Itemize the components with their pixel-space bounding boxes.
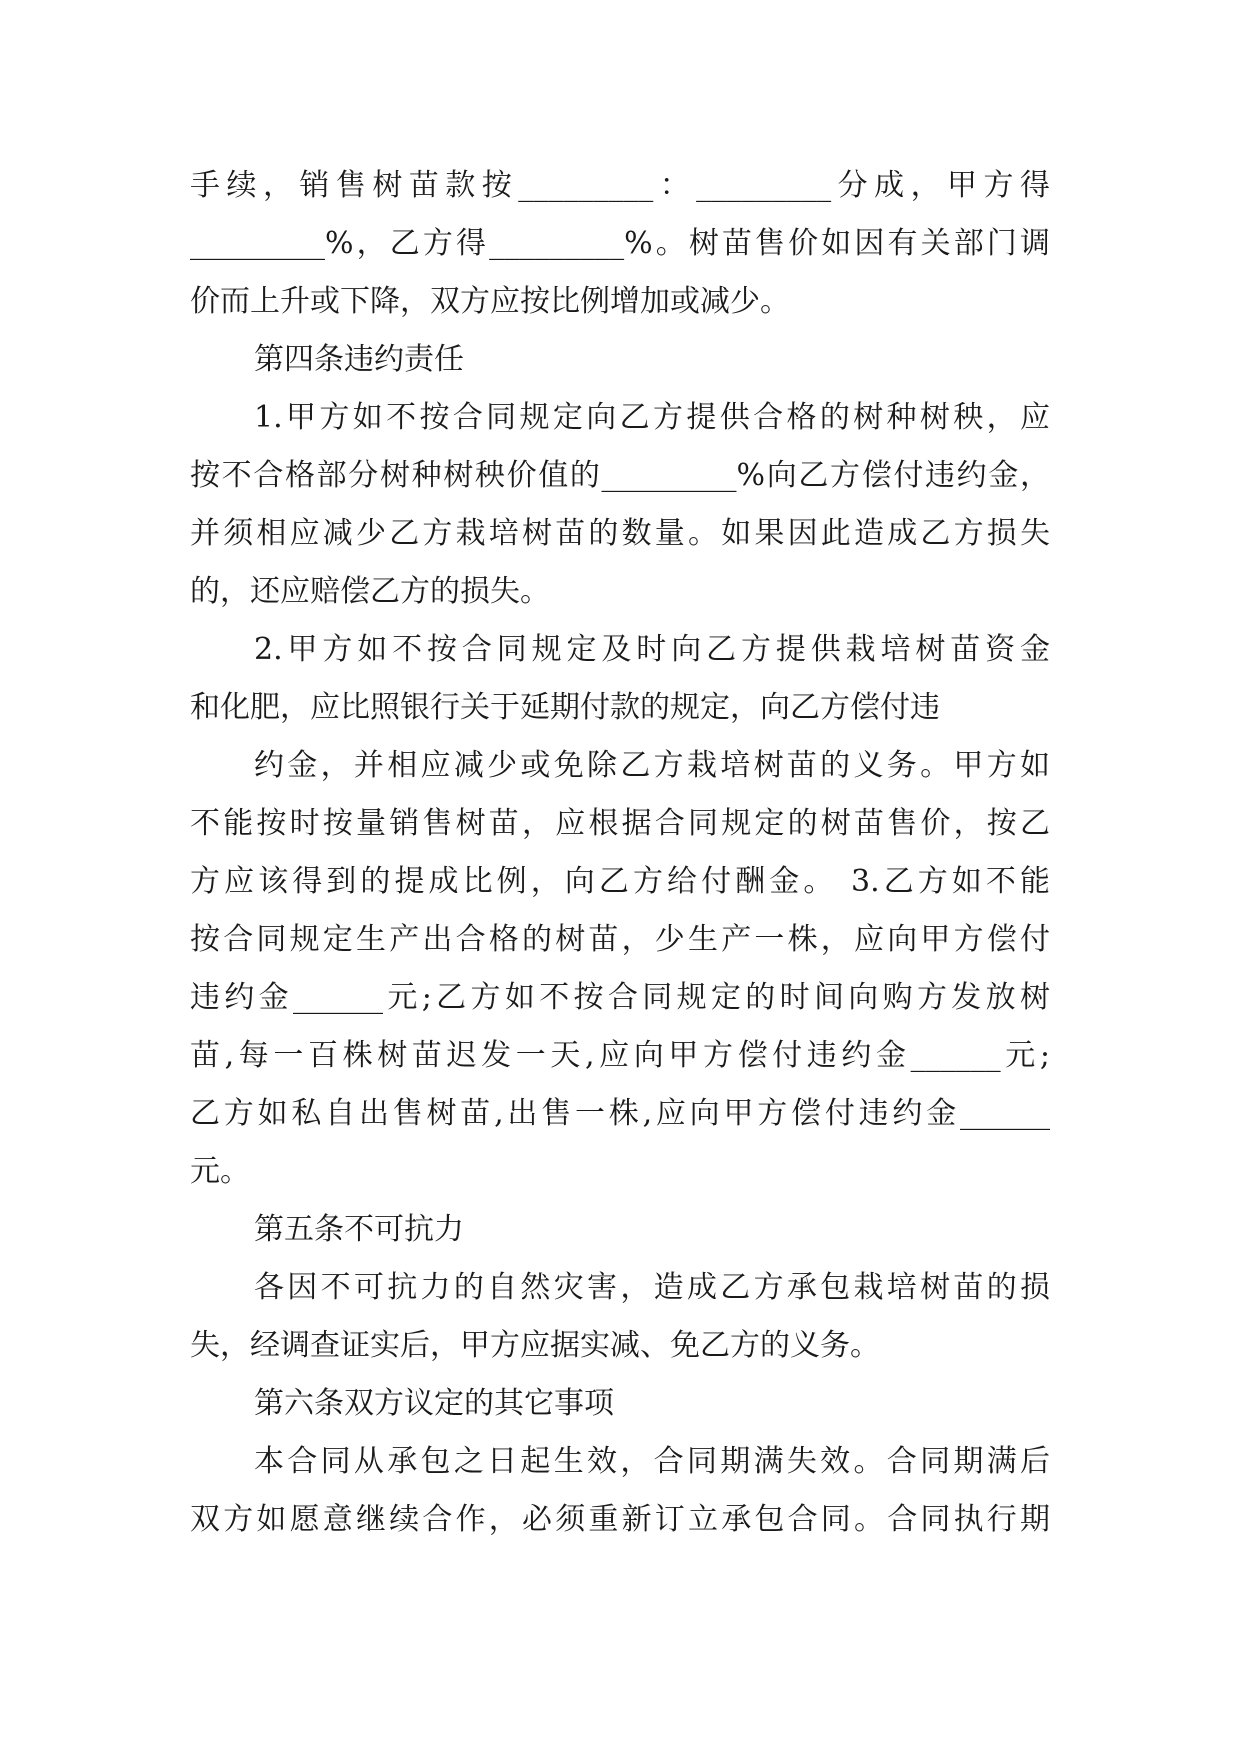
text-line: _________%，乙方得_________%。树苗售价如因有关部门调: [190, 226, 1050, 261]
text-line: 各因不可抗力的自然灾害，造成乙方承包栽培树苗的损: [254, 1270, 1050, 1305]
text-line: 价而上升或下降，双方应按比例增加或减少。: [190, 284, 790, 319]
text-line: 元。: [190, 1154, 250, 1189]
text-line: 和化肥，应比照银行关于延期付款的规定，向乙方偿付违: [190, 690, 940, 725]
text-line: 方应该得到的提成比例，向乙方给付酬金。 3.乙方如不能: [190, 864, 1050, 899]
section-heading: 第六条双方议定的其它事项: [254, 1386, 614, 1421]
section-heading: 第五条不可抗力: [254, 1212, 464, 1247]
text-line: 1.甲方如不按合同规定向乙方提供合格的树种树秧，应: [254, 400, 1050, 435]
text-line: 按合同规定生产出合格的树苗，少生产一株，应向甲方偿付: [190, 922, 1050, 957]
text-line: 苗,每一百株树苗迟发一天,应向甲方偿付违约金______元;: [190, 1038, 1050, 1073]
text-line: 2.甲方如不按合同规定及时向乙方提供栽培树苗资金: [254, 632, 1050, 667]
text-line: 乙方如私自出售树苗,出售一株,应向甲方偿付违约金______: [190, 1096, 1050, 1131]
text-line: 本合同从承包之日起生效，合同期满失效。合同期满后: [254, 1444, 1050, 1479]
text-line: 双方如愿意继续合作，必须重新订立承包合同。合同执行期: [190, 1502, 1050, 1537]
text-line: 约金，并相应减少或免除乙方栽培树苗的义务。甲方如: [254, 748, 1050, 783]
text-line: 失，经调查证实后，甲方应据实减、免乙方的义务。: [190, 1328, 880, 1363]
section-heading: 第四条违约责任: [254, 342, 464, 377]
text-line: 按不合格部分树种树秧价值的_________%向乙方偿付违约金，: [190, 458, 1050, 493]
text-line: 并须相应减少乙方栽培树苗的数量。如果因此造成乙方损失: [190, 516, 1050, 551]
text-line: 的，还应赔偿乙方的损失。: [190, 574, 550, 609]
text-line: 手续，销售树苗款按_________：_________分成，甲方得: [190, 168, 1050, 203]
text-line: 违约金______元;乙方如不按合同规定的时间向购方发放树: [190, 980, 1050, 1015]
text-line: 不能按时按量销售树苗，应根据合同规定的树苗售价，按乙: [190, 806, 1050, 841]
